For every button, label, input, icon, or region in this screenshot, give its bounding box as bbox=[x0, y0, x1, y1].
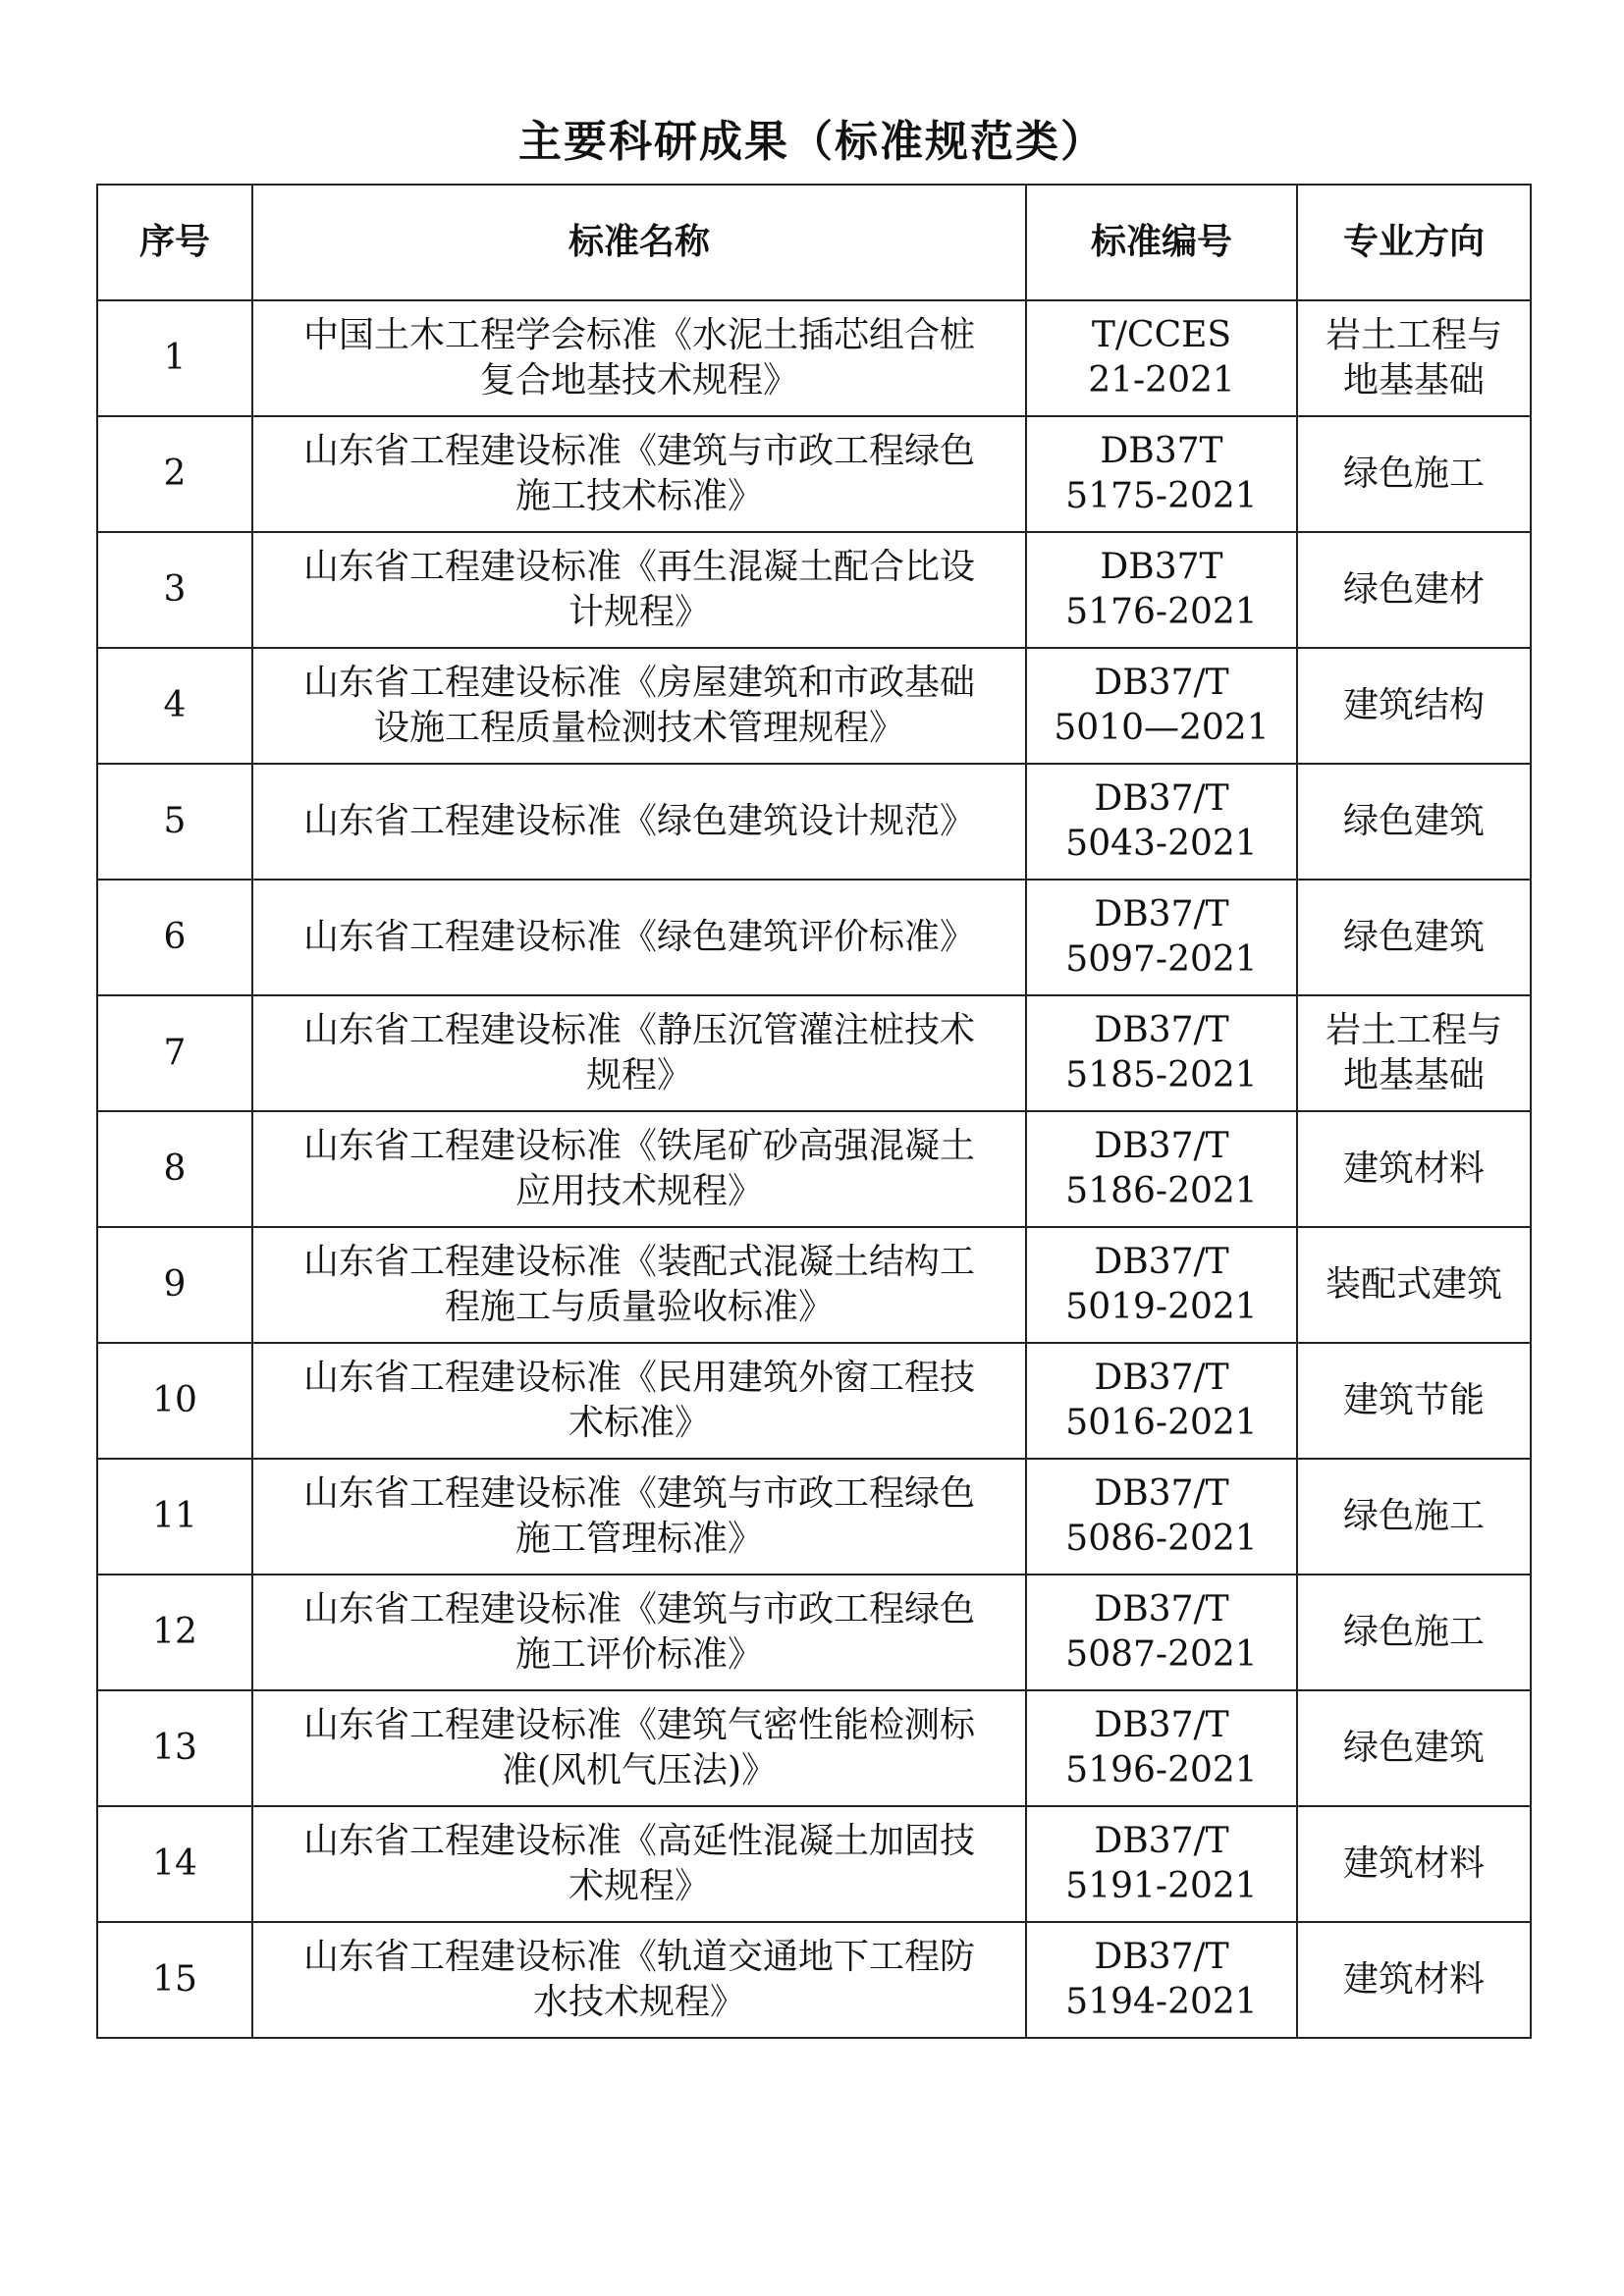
cell-no: 15 bbox=[97, 1922, 252, 2038]
cell-code-line: DB37T bbox=[1100, 431, 1223, 471]
cell-field-line: 绿色建筑 bbox=[1342, 917, 1485, 957]
cell-field bbox=[1297, 1575, 1531, 1690]
cell-name-line: 应用技术规程》 bbox=[514, 1171, 763, 1211]
cell-field-line: 建筑材料 bbox=[1342, 1959, 1485, 2000]
cell-no: 6 bbox=[97, 880, 252, 995]
cell-code bbox=[1026, 416, 1297, 532]
table-row bbox=[97, 880, 1531, 995]
cell-field-line: 岩土工程与 bbox=[1325, 315, 1502, 355]
cell-field-line: 绿色建筑 bbox=[1342, 801, 1485, 841]
cell-name-line: 山东省工程建设标准《民用建筑外窗工程技 bbox=[302, 1358, 975, 1398]
table-row bbox=[97, 532, 1531, 648]
cell-code-line: 5196-2021 bbox=[1065, 1750, 1258, 1790]
cell-name bbox=[252, 1690, 1026, 1806]
cell-field bbox=[1297, 1922, 1531, 2038]
cell-no: 1 bbox=[97, 300, 252, 416]
cell-no: 10 bbox=[97, 1343, 252, 1459]
cell-no: 12 bbox=[97, 1575, 252, 1690]
table-row bbox=[97, 1343, 1531, 1459]
cell-field bbox=[1297, 880, 1531, 995]
table-row bbox=[97, 1227, 1531, 1343]
table-row bbox=[97, 648, 1531, 764]
cell-name bbox=[252, 300, 1026, 416]
header-name: 标准名称 bbox=[252, 185, 1026, 300]
header-field: 专业方向 bbox=[1297, 185, 1531, 300]
cell-code-line: DB37/T bbox=[1094, 1242, 1229, 1282]
cell-code-line: DB37/T bbox=[1094, 894, 1229, 934]
cell-code-line: 5016-2021 bbox=[1065, 1403, 1258, 1443]
cell-code-line: DB37/T bbox=[1094, 1821, 1229, 1861]
cell-name-line: 程施工与质量验收标准》 bbox=[444, 1287, 834, 1327]
cell-name-line: 施工评价标准》 bbox=[514, 1634, 763, 1675]
cell-field bbox=[1297, 648, 1531, 764]
cell-name-line: 山东省工程建设标准《建筑气密性能检测标 bbox=[302, 1705, 975, 1745]
cell-name-line: 山东省工程建设标准《高延性混凝土加固技 bbox=[302, 1821, 975, 1861]
cell-no: 5 bbox=[97, 764, 252, 880]
cell-no: 11 bbox=[97, 1459, 252, 1575]
cell-code-line: DB37/T bbox=[1094, 778, 1229, 819]
cell-name bbox=[252, 880, 1026, 995]
cell-code-line: DB37/T bbox=[1094, 1126, 1229, 1166]
cell-no: 8 bbox=[97, 1111, 252, 1227]
cell-name-line: 山东省工程建设标准《铁尾矿砂高强混凝土 bbox=[302, 1126, 975, 1166]
cell-no: 2 bbox=[97, 416, 252, 532]
cell-name-line: 山东省工程建设标准《绿色建筑设计规范》 bbox=[302, 801, 975, 841]
cell-name bbox=[252, 416, 1026, 532]
table-row bbox=[97, 995, 1531, 1111]
cell-name bbox=[252, 764, 1026, 880]
table-body bbox=[97, 300, 1531, 2038]
cell-field bbox=[1297, 1690, 1531, 1806]
cell-name-line: 规程》 bbox=[585, 1055, 692, 1095]
cell-name-line: 山东省工程建设标准《静压沉管灌注桩技术 bbox=[302, 1010, 975, 1050]
cell-field-line: 装配式建筑 bbox=[1325, 1264, 1502, 1305]
table-row bbox=[97, 764, 1531, 880]
cell-name-line: 山东省工程建设标准《绿色建筑评价标准》 bbox=[302, 917, 975, 957]
cell-code bbox=[1026, 648, 1297, 764]
cell-field bbox=[1297, 1459, 1531, 1575]
cell-code-line: 5097-2021 bbox=[1065, 939, 1258, 980]
cell-no: 9 bbox=[97, 1227, 252, 1343]
cell-name-line: 山东省工程建设标准《房屋建筑和市政基础 bbox=[302, 663, 975, 703]
cell-name bbox=[252, 648, 1026, 764]
header-no: 序号 bbox=[97, 185, 252, 300]
cell-field-line: 绿色施工 bbox=[1342, 1496, 1485, 1536]
cell-name-line: 山东省工程建设标准《轨道交通地下工程防 bbox=[302, 1937, 975, 1977]
cell-field-line: 绿色施工 bbox=[1342, 1612, 1485, 1652]
cell-name-line: 水技术规程》 bbox=[532, 1982, 745, 2022]
cell-name-line: 施工管理标准》 bbox=[514, 1519, 763, 1559]
cell-field bbox=[1297, 532, 1531, 648]
cell-name-line: 中国土木工程学会标准《水泥土插芯组合桩 bbox=[302, 315, 975, 355]
cell-field-line: 地基基础 bbox=[1342, 360, 1485, 400]
cell-no: 13 bbox=[97, 1690, 252, 1806]
cell-name bbox=[252, 532, 1026, 648]
cell-code-line: 21-2021 bbox=[1088, 360, 1235, 400]
cell-name-line: 山东省工程建设标准《装配式混凝土结构工 bbox=[302, 1242, 975, 1282]
cell-code bbox=[1026, 764, 1297, 880]
cell-field-line: 建筑材料 bbox=[1342, 1148, 1485, 1189]
cell-code-line: 5194-2021 bbox=[1065, 1982, 1258, 2022]
table-row bbox=[97, 416, 1531, 532]
cell-name bbox=[252, 1806, 1026, 1922]
cell-code bbox=[1026, 1690, 1297, 1806]
cell-name bbox=[252, 1343, 1026, 1459]
page-title: 主要科研成果（标准规范类） bbox=[518, 117, 1106, 167]
cell-field bbox=[1297, 416, 1531, 532]
cell-code-line: 5010—2021 bbox=[1054, 708, 1270, 748]
cell-code-line: 5087-2021 bbox=[1065, 1634, 1258, 1675]
cell-no: 14 bbox=[97, 1806, 252, 1922]
cell-code bbox=[1026, 995, 1297, 1111]
cell-name-line: 施工技术标准》 bbox=[514, 476, 763, 516]
cell-name-line: 术标准》 bbox=[568, 1403, 710, 1443]
cell-field-line: 绿色施工 bbox=[1342, 454, 1485, 494]
cell-name-line: 设施工程质量检测技术管理规程》 bbox=[373, 708, 904, 748]
cell-field bbox=[1297, 1343, 1531, 1459]
cell-code bbox=[1026, 1575, 1297, 1690]
table-row bbox=[97, 1575, 1531, 1690]
cell-field bbox=[1297, 995, 1531, 1111]
cell-field-line: 建筑材料 bbox=[1342, 1843, 1485, 1884]
cell-code-line: DB37/T bbox=[1094, 663, 1229, 703]
cell-field-line: 岩土工程与 bbox=[1325, 1010, 1502, 1050]
table-row bbox=[97, 1111, 1531, 1227]
cell-field bbox=[1297, 764, 1531, 880]
cell-field-line: 建筑节能 bbox=[1342, 1380, 1485, 1420]
cell-field-line: 地基基础 bbox=[1342, 1055, 1485, 1095]
cell-code-line: 5086-2021 bbox=[1065, 1519, 1258, 1559]
cell-code bbox=[1026, 1459, 1297, 1575]
cell-code-line: DB37/T bbox=[1094, 1358, 1229, 1398]
cell-name bbox=[252, 1575, 1026, 1690]
table-header-row bbox=[97, 185, 1531, 300]
cell-code-line: DB37/T bbox=[1094, 1010, 1229, 1050]
header-code: 标准编号 bbox=[1026, 185, 1297, 300]
cell-name bbox=[252, 1459, 1026, 1575]
table-row bbox=[97, 1806, 1531, 1922]
cell-code-line: DB37/T bbox=[1094, 1589, 1229, 1629]
cell-field-line: 建筑结构 bbox=[1342, 685, 1485, 725]
cell-name bbox=[252, 1227, 1026, 1343]
cell-code-line: 5191-2021 bbox=[1065, 1866, 1258, 1906]
cell-name-line: 山东省工程建设标准《建筑与市政工程绿色 bbox=[302, 1473, 975, 1514]
cell-code bbox=[1026, 1111, 1297, 1227]
cell-name bbox=[252, 1111, 1026, 1227]
table-row bbox=[97, 1690, 1531, 1806]
cell-code-line: DB37/T bbox=[1094, 1937, 1229, 1977]
standards-table bbox=[96, 184, 1532, 2039]
cell-name-line: 计规程》 bbox=[568, 592, 710, 632]
cell-field bbox=[1297, 1227, 1531, 1343]
cell-code-line: DB37/T bbox=[1094, 1705, 1229, 1745]
table-row bbox=[97, 1922, 1531, 2038]
cell-field bbox=[1297, 1806, 1531, 1922]
cell-code-line: DB37/T bbox=[1094, 1473, 1229, 1514]
cell-code-line: 5019-2021 bbox=[1065, 1287, 1258, 1327]
cell-name bbox=[252, 1922, 1026, 2038]
cell-name-line: 山东省工程建设标准《建筑与市政工程绿色 bbox=[302, 431, 975, 471]
cell-code bbox=[1026, 1227, 1297, 1343]
table-row bbox=[97, 300, 1531, 416]
cell-name-line: 山东省工程建设标准《建筑与市政工程绿色 bbox=[302, 1589, 975, 1629]
cell-code bbox=[1026, 1343, 1297, 1459]
cell-no: 3 bbox=[97, 532, 252, 648]
cell-code bbox=[1026, 300, 1297, 416]
cell-no: 4 bbox=[97, 648, 252, 764]
cell-name-line: 山东省工程建设标准《再生混凝土配合比设 bbox=[302, 547, 975, 587]
cell-name-line: 准(风机气压法)》 bbox=[501, 1750, 778, 1790]
cell-code-line: 5176-2021 bbox=[1065, 592, 1258, 632]
cell-name-line: 复合地基技术规程》 bbox=[479, 360, 798, 400]
cell-name-line: 术规程》 bbox=[568, 1866, 710, 1906]
cell-code-line: T/CCES bbox=[1091, 315, 1232, 355]
cell-code bbox=[1026, 880, 1297, 995]
cell-code bbox=[1026, 1806, 1297, 1922]
cell-code-line: 5043-2021 bbox=[1065, 824, 1258, 864]
cell-code-line: 5186-2021 bbox=[1065, 1171, 1258, 1211]
table-row bbox=[97, 1459, 1531, 1575]
cell-field-line: 绿色建筑 bbox=[1342, 1728, 1485, 1768]
cell-code-line: 5185-2021 bbox=[1065, 1055, 1258, 1095]
cell-code-line: DB37T bbox=[1100, 547, 1223, 587]
cell-field bbox=[1297, 1111, 1531, 1227]
cell-field bbox=[1297, 300, 1531, 416]
cell-field-line: 绿色建材 bbox=[1342, 569, 1485, 610]
cell-code bbox=[1026, 1922, 1297, 2038]
cell-no: 7 bbox=[97, 995, 252, 1111]
cell-code-line: 5175-2021 bbox=[1065, 476, 1258, 516]
cell-name bbox=[252, 995, 1026, 1111]
cell-code bbox=[1026, 532, 1297, 648]
